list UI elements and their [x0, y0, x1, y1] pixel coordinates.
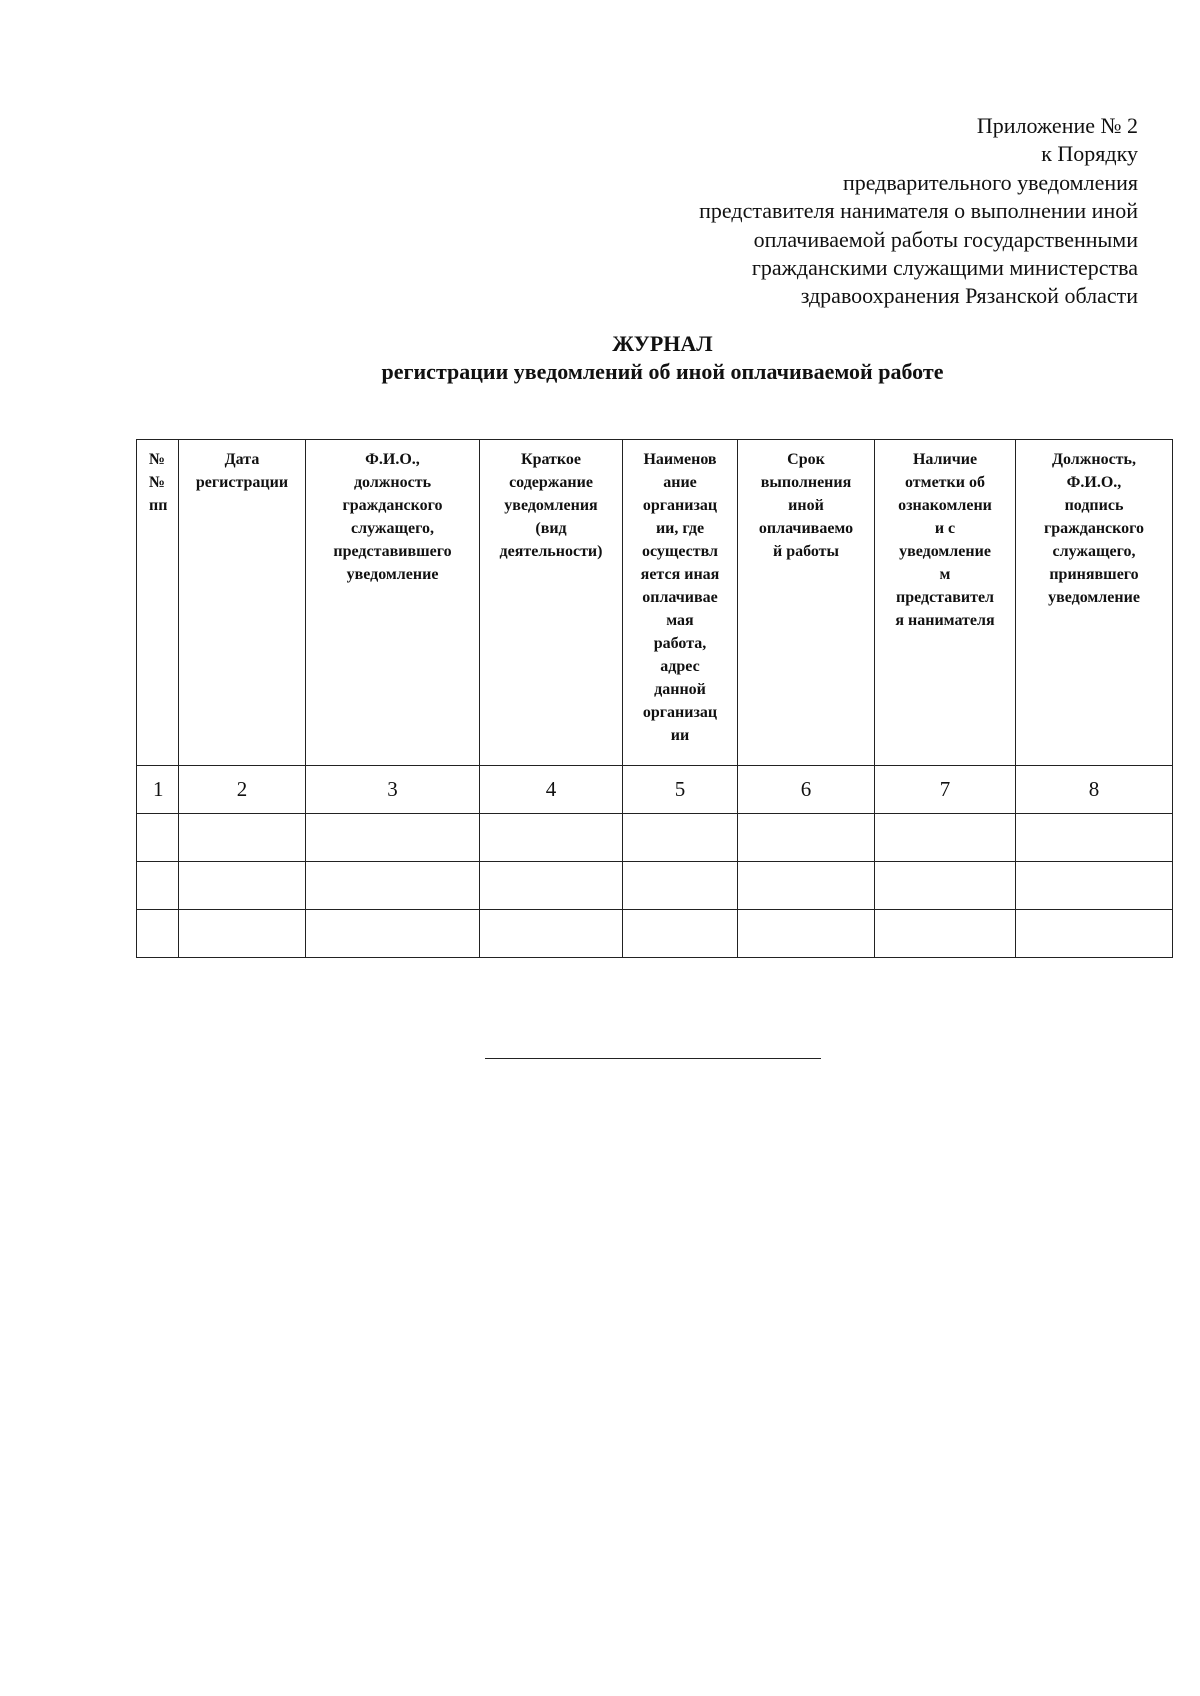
- header-label: Дата регистрации: [195, 451, 289, 491]
- header-label: Наименов ание организац ии, где осуществл яется иная оплачивае мая работа, адрес данной организац ии: [640, 451, 720, 744]
- header-label: № № пп: [149, 451, 168, 514]
- header-cell-organization: [623, 440, 738, 766]
- empty-cell: [137, 814, 179, 862]
- empty-cell: [179, 862, 306, 910]
- empty-cell: [1016, 910, 1173, 958]
- appendix-block: [518, 112, 1138, 311]
- appendix-line: представителя нанимателя о выполнении иной: [699, 198, 1138, 224]
- empty-cell: [1016, 814, 1173, 862]
- header-label: Срок выполнения иной оплачиваемо й работы: [758, 451, 854, 560]
- empty-cell: [738, 814, 875, 862]
- empty-cell: [179, 814, 306, 862]
- empty-cell: [306, 862, 480, 910]
- empty-cell: [623, 862, 738, 910]
- journal-table: [136, 439, 1173, 958]
- header-cell-employee: [306, 440, 480, 766]
- empty-row: [137, 910, 1173, 958]
- empty-cell: [875, 910, 1016, 958]
- empty-cell: [306, 910, 480, 958]
- appendix-line: здравоохранения Рязанской области: [800, 283, 1138, 309]
- empty-cell: [480, 862, 623, 910]
- column-number-cell: 4: [480, 766, 623, 814]
- empty-cell: [623, 814, 738, 862]
- document-subtitle: регистрации уведомлений об иной оплачиваемой работе: [381, 359, 944, 384]
- header-cell-summary: [480, 440, 623, 766]
- column-number-cell: 8: [1016, 766, 1173, 814]
- appendix-line: гражданскими служащими министерства: [751, 255, 1138, 281]
- column-number-cell: 3: [306, 766, 480, 814]
- empty-cell: [137, 910, 179, 958]
- column-number-cell: 1: [137, 766, 179, 814]
- empty-cell: [875, 814, 1016, 862]
- empty-cell: [179, 910, 306, 958]
- empty-row: [137, 814, 1173, 862]
- empty-cell: [480, 910, 623, 958]
- header-cell-term: [738, 440, 875, 766]
- appendix-line: к Порядку: [1041, 141, 1138, 167]
- header-label: Наличие отметки об ознакомлени и с уведомление м представител я нанимателя: [895, 451, 995, 629]
- appendix-line: Приложение № 2: [976, 113, 1138, 138]
- header-cell-acknowledgement: [875, 440, 1016, 766]
- header-label: Краткое содержание уведомления (вид деятельности): [499, 451, 603, 560]
- header-cell-number: [137, 440, 179, 766]
- column-number-cell: 5: [623, 766, 738, 814]
- appendix-line: оплачиваемой работы государственными: [753, 226, 1138, 252]
- header-label: Ф.И.О., должность гражданского служащего, представившего уведомление: [333, 451, 452, 583]
- header-cell-receiver: [1016, 440, 1173, 766]
- header-row: [137, 440, 1173, 766]
- empty-cell: [875, 862, 1016, 910]
- empty-cell: [738, 862, 875, 910]
- separator-line: [485, 1058, 821, 1059]
- column-number-cell: 2: [179, 766, 306, 814]
- empty-row: [137, 862, 1173, 910]
- appendix-line: предварительного уведомления: [842, 169, 1138, 195]
- empty-cell: [137, 862, 179, 910]
- column-number-row: [137, 766, 1173, 814]
- empty-cell: [623, 910, 738, 958]
- document-title: ЖУРНАЛ: [612, 331, 713, 356]
- empty-cell: [1016, 862, 1173, 910]
- header-label: Должность, Ф.И.О., подпись гражданского служащего, принявшего уведомление: [1043, 451, 1145, 606]
- header-cell-date: [179, 440, 306, 766]
- empty-cell: [738, 910, 875, 958]
- empty-cell: [480, 814, 623, 862]
- column-number-cell: 7: [875, 766, 1016, 814]
- empty-cell: [306, 814, 480, 862]
- column-number-cell: 6: [738, 766, 875, 814]
